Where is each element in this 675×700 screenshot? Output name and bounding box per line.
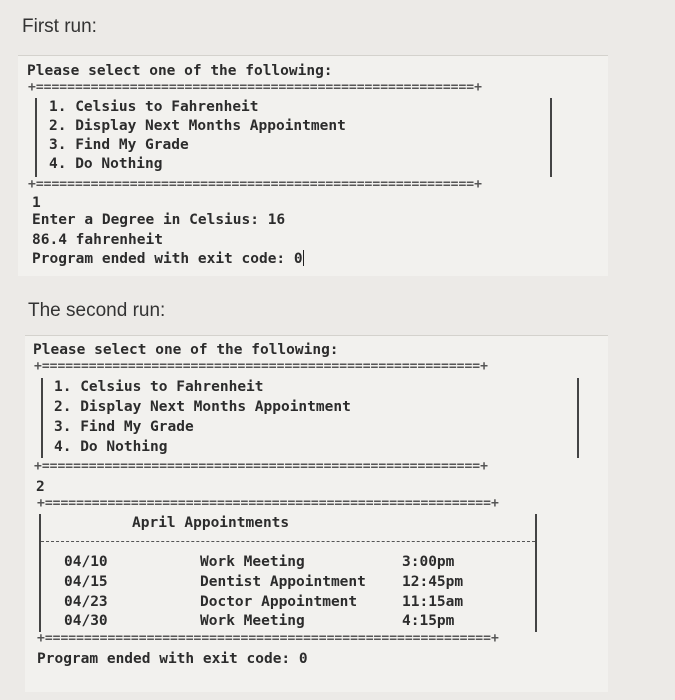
appointment-time: 11:15am xyxy=(402,594,464,610)
menu-prompt: Please select one of the following: xyxy=(27,63,333,79)
exit-message: Program ended with exit code: 0 xyxy=(37,651,308,667)
user-choice: 2 xyxy=(36,479,45,495)
menu-item-4: 4. Do Nothing xyxy=(49,156,163,172)
appointment-time: 3:00pm xyxy=(402,554,455,570)
fahrenheit-result: 86.4 fahrenheit xyxy=(32,232,163,248)
appointments-left-border xyxy=(39,514,41,632)
menu-left-border xyxy=(35,98,37,177)
text-cursor xyxy=(303,250,305,266)
menu-item-3: 3. Find My Grade xyxy=(54,419,194,435)
menu-item-1: 1. Celsius to Fahrenheit xyxy=(49,99,259,115)
appointments-title: April Appointments xyxy=(132,515,290,531)
appointment-event: Work Meeting xyxy=(200,554,305,570)
menu-item-2: 2. Display Next Months Appointment xyxy=(49,118,346,134)
menu-prompt: Please select one of the following: xyxy=(33,342,339,358)
menu-top-border: +========================================================+ xyxy=(28,81,482,95)
menu-item-2: 2. Display Next Months Appointment xyxy=(54,399,351,415)
second-run-console xyxy=(25,335,608,692)
celsius-prompt: Enter a Degree in Celsius: 16 xyxy=(32,212,286,228)
first-run-heading: First run: xyxy=(22,16,97,37)
exit-message: Program ended with exit code: 0 xyxy=(32,251,303,267)
appointments-right-border xyxy=(535,514,537,632)
appointment-time: 4:15pm xyxy=(402,613,455,629)
menu-bottom-border: +========================================================+ xyxy=(34,460,488,474)
appointments-divider xyxy=(41,541,535,542)
appointments-top-border: +=========================================================+ xyxy=(37,497,499,511)
appointment-event: Dentist Appointment xyxy=(200,574,366,590)
menu-item-4: 4. Do Nothing xyxy=(54,439,168,455)
appointment-date: 04/23 xyxy=(64,594,108,610)
menu-item-1: 1. Celsius to Fahrenheit xyxy=(54,379,264,395)
menu-left-border xyxy=(41,378,43,458)
appointment-time: 12:45pm xyxy=(402,574,464,590)
menu-item-3: 3. Find My Grade xyxy=(49,137,189,153)
menu-right-border xyxy=(550,98,552,177)
appointments-bottom-border: +=========================================================+ xyxy=(37,632,499,646)
menu-right-border xyxy=(577,378,579,458)
second-run-heading: The second run: xyxy=(28,300,166,321)
user-choice: 1 xyxy=(32,195,41,211)
menu-bottom-border: +========================================================+ xyxy=(28,178,482,192)
appointment-date: 04/15 xyxy=(64,574,108,590)
menu-top-border: +========================================================+ xyxy=(34,360,488,374)
appointment-date: 04/30 xyxy=(64,613,108,629)
first-run-console xyxy=(18,55,608,276)
appointment-event: Doctor Appointment xyxy=(200,594,358,610)
appointment-date: 04/10 xyxy=(64,554,108,570)
appointment-event: Work Meeting xyxy=(200,613,305,629)
